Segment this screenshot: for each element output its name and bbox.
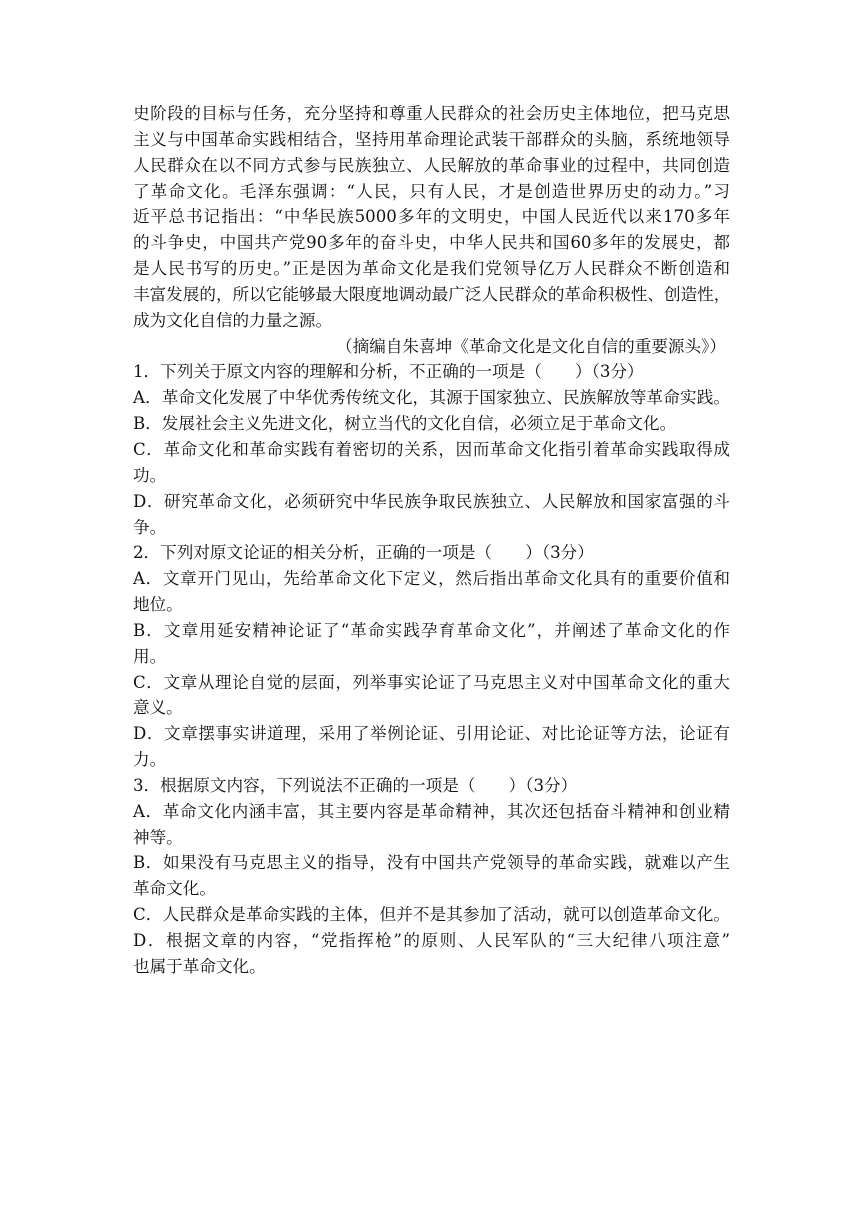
option-line: 功。 [133, 465, 167, 485]
option-d [133, 928, 730, 980]
option-line: 力。 [133, 750, 167, 770]
question-2 [133, 540, 730, 773]
option-c [133, 670, 730, 722]
option-line: B．文章用延安精神论证了“革命实践孕育革命文化”，并阐述了革命文化的作 [133, 620, 730, 640]
option-line: C．革命文化和革命实践有着密切的关系，因而革命文化指引着革命实践取得成 [133, 439, 730, 459]
option-line: 意义。 [133, 698, 183, 718]
option-line: D．文章摆事实讲道理，采用了举例论证、引用论证、对比论证等方法，论证有 [133, 724, 730, 744]
option-d [133, 721, 730, 773]
passage-line: 史阶段的目标与任务，充分坚持和尊重人民群众的社会历史主体地位，把马克思 [133, 104, 730, 123]
option-line: D．根据文章的内容，“党指挥枪”的原则、人民军队的“三大纪律八项注意” [133, 931, 730, 950]
option-a: A．革命文化发展了中华优秀传统文化，其源于国家独立、民族解放等革命实践。 [133, 388, 730, 408]
question-stem: 1．下列关于原文内容的理解和分析，不正确的一项是（ ）（3分） [133, 362, 644, 382]
passage-paragraph [133, 101, 730, 334]
option-a [133, 566, 730, 618]
option-b [133, 618, 730, 670]
passage-source: （摘编自朱喜坤《革命文化是文化自信的重要源头》） [336, 336, 726, 356]
question-3 [133, 773, 730, 980]
option-line: 用。 [133, 646, 167, 666]
option-line: A．文章开门见山，先给革命文化下定义，然后指出革命文化具有的重要价值和 [133, 569, 730, 589]
option-c [133, 437, 730, 489]
document-content [133, 101, 730, 980]
option-b [133, 850, 730, 902]
option-line: 神等。 [133, 827, 183, 847]
passage-line: 了革命文化。毛泽东强调：“人民，只有人民，才是创造世界历史的动力。”习 [133, 181, 730, 201]
option-c: C．人民群众是革命实践的主体，但并不是其参加了活动，就可以创造革命文化。 [133, 905, 730, 925]
option-line: 地位。 [133, 595, 183, 615]
passage-line: 的斗争史，中国共产党90多年的奋斗史，中华人民共和国60多年的发展史，都 [133, 233, 730, 253]
option-line: A．革命文化内涵丰富，其主要内容是革命精神，其次还包括奋斗精神和创业精 [133, 801, 730, 821]
question-stem: 2．下列对原文论证的相关分析，正确的一项是（ ）（3分） [133, 543, 594, 563]
option-line: 争。 [133, 517, 167, 537]
question-1 [133, 359, 730, 540]
passage-line: 是人民书写的历史。”正是因为革命文化是我们党领导亿万人民群众不断创造和 [133, 259, 730, 279]
option-line: D．研究革命文化，必须研究中华民族争取民族独立、人民解放和国家富强的斗 [133, 491, 730, 511]
passage-line: 近平总书记指出：“中华民族5000多年的文明史，中国人民近代以来170多年 [133, 207, 730, 227]
option-a [133, 799, 730, 851]
passage-line: 成为文化自信的力量之源。 [133, 310, 333, 330]
option-b: B．发展社会主义先进文化，树立当代的文化自信，必须立足于革命文化。 [133, 414, 677, 434]
passage-line: 主义与中国革命实践相结合，坚持用革命理论武装干部群众的头脑，系统地领导 [133, 129, 730, 149]
option-d [133, 489, 730, 541]
option-line: B．如果没有马克思主义的指导，没有中国共产党领导的革命实践，就难以产生 [133, 853, 730, 873]
option-line: 革命文化。 [133, 879, 216, 899]
option-line: 也属于革命文化。 [133, 956, 266, 976]
question-stem: 3．根据原文内容，下列说法不正确的一项是（ ）（3分） [133, 775, 578, 795]
passage-line: 丰富发展的，所以它能够最大限度地调动最广泛人民群众的革命积极性、创造性， [133, 284, 731, 304]
option-line: C．文章从理论自觉的层面，列举事实论证了马克思主义对中国革命文化的重大 [133, 672, 730, 692]
passage-line: 人民群众在以不同方式参与民族独立、人民解放的革命事业的过程中，共同创造 [133, 155, 730, 175]
